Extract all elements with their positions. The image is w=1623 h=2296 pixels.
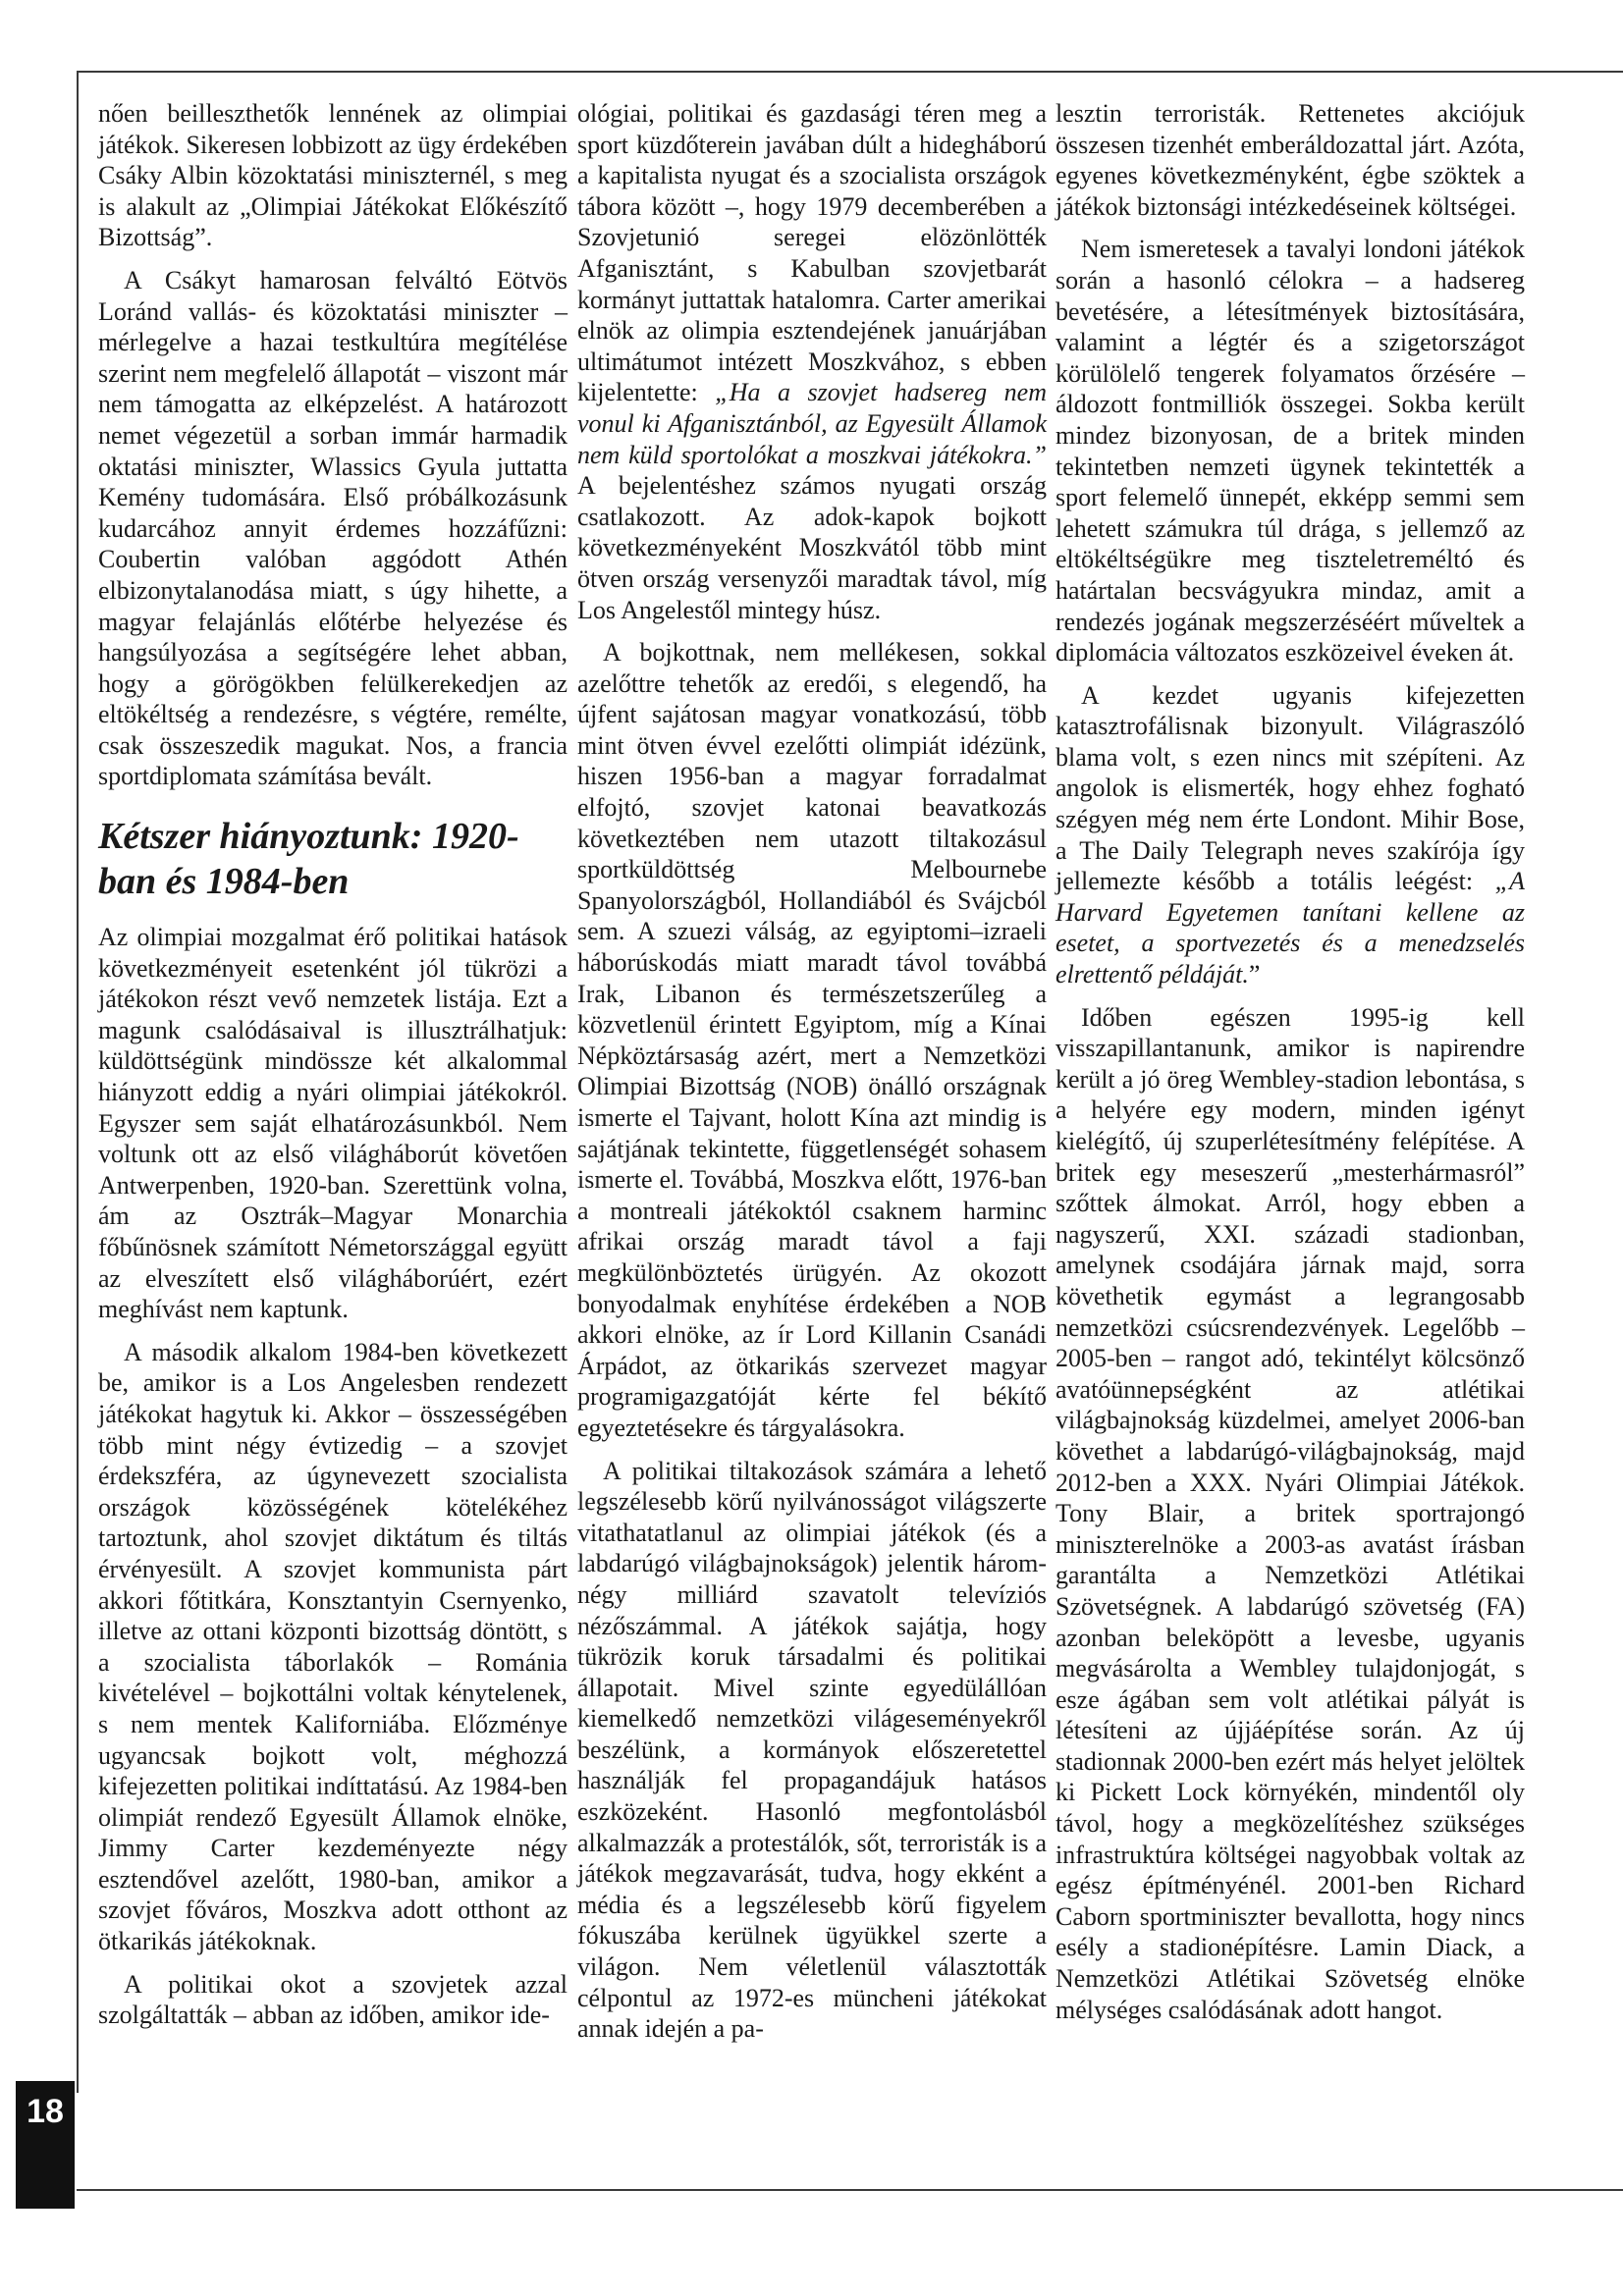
paragraph: A politikai tiltakozások számára a lehető legszélesebb körű nyilvánosságot világszerte vitathatatlanul az olimpiai játékok (és a labdarúgó világbajnokságok) jelentik három-négy milliárd szavatolt televíziós nézőszámmal. A játékok sajátja, hogy tükrözik koruk társadalmi és politikai állapotait. Mivel szinte egyedülállóan kiemelkedő nemzetközi világeseményekről beszélünk, a kormányok előszeretettel használják fel propagandájuk hatásos eszközeként. Hasonló megfontolásból alkalmazzák a protestálók, sőt, terroristák is a játékok megzavarását, tudva, hogy ekként a média és a legszélesebb körű figyelem fókuszába kerülnek ügyükkel szerte a világon. Nem véletlenül választották célpontul az 1972-es müncheni játékokat annak idején a pa-	[577, 1456, 1047, 2044]
section-heading: Kétszer hiányoztunk: 1920-ban és 1984-ben	[98, 816, 519, 903]
text-run: A kezdet ugyanis kifejezetten katasztrofálisnak bizonyult. Világraszóló blama volt, s ezen nincs mit szépíteni. Az angolok is elismerték, hogy ehhez fogható szégyen még nem érte Londont. Mihir Bose, a The Daily Telegraph neves szakírója így jellemezte később a totális leégést:	[1055, 680, 1525, 896]
page-number: 18	[16, 2081, 75, 2209]
quote-carter: „Ha a szovjet hadsereg nem vonul ki Afganisztánból, az Egyesült Államok nem küld sportolókat a moszkvai játékokra.”	[577, 378, 1047, 469]
quote-bose: „A Harvard Egyetemen tanítani kellene az esetet, a sportvezetés és a menedzselés elrettentő példáját.	[1055, 867, 1525, 989]
text-run: A bejelentéshez számos nyugati ország csatlakozott. Az adok-kapok bojkott következményeként Moszkvától több mint ötven ország versenyzői maradtak távol, míg Los Angelestől mintegy húsz.	[577, 471, 1047, 624]
paragraph: Az olimpiai mozgalmat érő politikai hatások következményeit esetenként jól tükrözi a játékokon részt vevő nemzetek listája. Ezt a magunk csalódásaival is illusztrálhatjuk: küldöttségünk mindössze két alkalommal hiányzott eddig a nyári olimpiai játékokról. Egyszer sem saját elhatározásunkból. Nem voltunk ott az első világháborút követően Antwerpenben, 1920-ban. Szerettünk volna, ám az Osztrák–Magyar Monarchia főbűnösnek számított Németországgal együtt az elveszített első világháborúért, ezért meghívást nem kaptunk.	[98, 923, 568, 1324]
top-rule	[77, 71, 1623, 73]
paragraph	[577, 98, 1047, 625]
column-1	[98, 98, 568, 2031]
column-2	[577, 98, 1047, 2045]
paragraph: A második alkalom 1984-ben következett be, amikor is a Los Angelesben rendezett játékokat hagytuk ki. Akkor – összességében több mint négy évtizedig – a szovjet érdekszféra, az úgynevezett szocialista országok közösségének kötelékéhez tartoztunk, ahol szovjet diktátum és tiltás érvényesült. A szovjet kommunista párt akkori főtitkára, Konsztantyin Csernyenko, illetve az ottani központi bizottság döntött, s a szocialista táborlakók – Románia kivételével – bojkottálni voltak kénytelenek, s nem mentek Kaliforniába. Előzménye ugyancsak bojkott volt, méghozzá kifejezetten politikai indíttatású. Az 1984-ben olimpiát rendező Egyesült Államok elnöke, Jimmy Carter kezdeményezte négy esztendővel azelőtt, 1980-ban, amikor a szovjet főváros, Moszkva adott otthont az ötkarikás játékoknak.	[98, 1337, 568, 1956]
paragraph: nően beilleszthetők lennének az olimpiai játékok. Sikeresen lobbizott az ügy érdekében Csáky Albin közoktatási miniszternél, s meg is alakult az „Olimpiai Játékokat Előkészítő Bizottság”.	[98, 99, 568, 252]
bottom-rule	[77, 2189, 1623, 2191]
paragraph: A Csákyt hamarosan felváltó Eötvös Loránd vallás- és közoktatási miniszter – mérlegelve a hazai testkultúra megítélése szerint nem megfelelő állapotát – viszont már nem támogatta az elképzelést. A határozott nemet végezetül a sorban immár harmadik oktatási miniszter, Wlassics Gyula juttatta Kemény tudomására. Első próbálkozásunk kudarcához annyit érdemes hozzáfűzni: Coubertin valóban aggódott Athén elbizonytalanodása miatt, s úgy hihette, a magyar felajánlás előtérbe helyezése és hangsúlyozása a segítségére lehet abban, hogy a görögökben felülkerekedjen az eltökéltség a rendezésre, s végtére, remélte, csak összeszedik magukat. Nos, a francia sportdiplomata számítása bevált.	[98, 265, 568, 791]
paragraph: A politikai okot a szovjetek azzal szolgáltatták – abban az időben, amikor ide-	[98, 1969, 568, 2030]
left-rule	[77, 71, 79, 2093]
text-run: ”	[1248, 960, 1261, 989]
paragraph: Nem ismeretesek a tavalyi londoni játékok során a hasonló célokra – a hadsereg bevetésére, a létesítmények biztosítására, valamint a légtér és a szigetországot körülölelő tengerek folyamatos őrzésére – áldozott fontmilliók összegei. Sokba került mindez bizonyosan, de a britek minden tekintetben nemzeti ügynek tekintették a sport felemelő ünnepét, ekképp semmi sem lehetett számukra túl drága, s jellemző az eltökéltségükre meg tiszteletreméltó és határtalan becsvágyukra mindaz, amit a rendezés jogának megszerzéséért műveltek a diplomácia változatos eszközeivel éveken át.	[1055, 235, 1525, 667]
paragraph: lesztin terroristák. Rettenetes akciójuk összesen tizenhét emberáldozattal járt. Azóta, egyenes következményként, égbe szöktek a játékok biztonsági intézkedéseinek költségei.	[1055, 99, 1525, 221]
column-3	[1055, 98, 1525, 2025]
paragraph	[1055, 680, 1525, 990]
text-run: ológiai, politikai és gazdasági téren meg a sport küzdőterein javában dúlt a hidegháború a kapitalista nyugat és a szocialista országok tábora között –, hogy 1979 decemberében a Szovjetunió seregei elözönlötték Afganisztánt, s Kabulban szovjetbarát kormányt juttattak hatalomra. Carter amerikai elnök az olimpia esztendejének januárjában ultimátumot intézett Moszkvához, s ebben kijelentette:	[577, 99, 1047, 407]
paragraph: A bojkottnak, nem mellékesen, sokkal azelőttre tehetők az eredői, s elegendő, ha újfent sajátosan magyar vonatkozású, több mint ötven évvel ezelőtti olimpiát idézünk, hiszen 1956-ban a magyar forradalmat elfojtó, szovjet katonai beavatkozás következtében nem utazott tiltakozásul sportküldöttség Melbournebe Spanyolországból, Hollandiából és Svájcból sem. A szuezi válság, az egyiptomi–izraeli háborúskodás miatt maradt távol továbbá Irak, Libanon és természetszerűleg a közvetlenül érintett Egyiptom, míg a Kínai Népköztársaság azért, mert a Nemzetközi Olimpiai Bizottság (NOB) önálló országnak ismerte el Tajvant, holott Kína azt mindig is sajátjának tekintette, függetlenségét sohasem ismerte el. Továbbá, Moszkva előtt, 1976-ban a montreali játékoktól csaknem harminc afrikai ország maradt távol a faji megkülönböztetés ürügyén. Az okozott bonyodalmak enyhítése érdekében a NOB akkori elnöke, az ír Lord Killanin Csanádi Árpádot, az ötkarikás szervezet magyar programigazgatóját kérte fel békítő egyeztetésekre és tárgyalásokra.	[577, 638, 1047, 1442]
paragraph: Időben egészen 1995-ig kell visszapillantanunk, amikor is napirendre került a jó öreg Wembley-stadion lebontása, s a helyére egy modern, minden igényt kielégítő, új szuperlétesítmény felépítése. A britek egy meseszerű „mesterhármasról” szőttek álmokat. Arról, hogy ebben a nagyszerű, XXI. századi stadionban, amelynek csodájára járnak majd, sorra követhetik egymást a legrangosabb nemzetközi csúcsrendezvények. Legelőbb – 2005-ben – rangot adó, tekintélyt kölcsönző avatóünnepségként az atlétikai világbajnokság küzdelmei, amelyet 2006-ban követhet a labdarúgó-világbajnokság, majd 2012-ben a XXX. Nyári Olimpiai Játékok. Tony Blair, a britek sportrajongó miniszterelnöke a 2003-as avatást írásban garantálta a Nemzetközi Atlétikai Szövetségnek. A labdarúgó szövetség (FA) azonban beleköpött a levesbe, ugyanis megvásárolta a Wembley tulajdonjogát, s esze ágában sem volt atlétikai pályát is létesíteni az újjáépítése során. Az új stadionnak 2000-ben ezért más helyet jelöltek ki Pickett Lock környékén, mindentől oly távol, hogy a megközelítéshez szükséges infrastruktúra költségei nagyobbak voltak az egész építményénél. 2001-ben Richard Caborn sportminiszter bevallotta, hogy nincs esély a stadionépítésre. Lamin Diack, a Nemzetközi Atlétikai Szövetség elnöke mélységes csalódásának adott hangot.	[1055, 1002, 1525, 2024]
